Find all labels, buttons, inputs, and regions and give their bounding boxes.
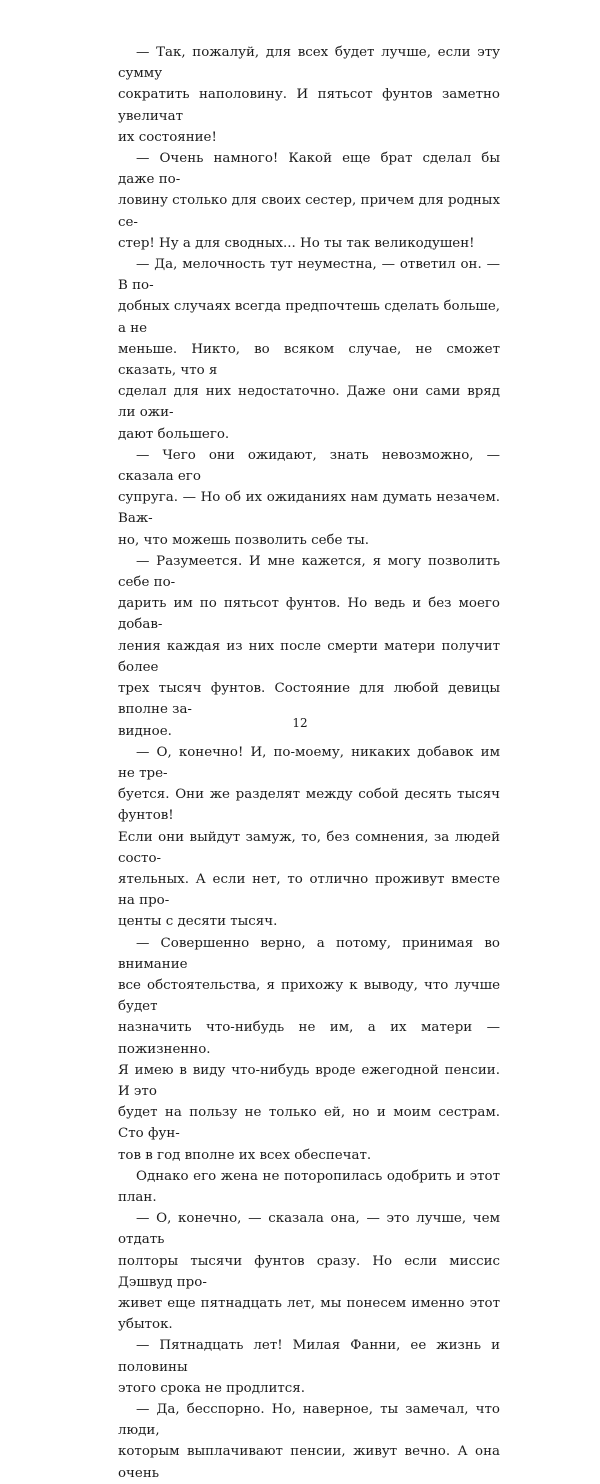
paragraph: — Совершенно верно, а потому, принимая во внимание все обстоятельства, я прихожу к выводу, что лучше будет назначить что-нибудь не им, а их матери — пожизненно. Я имею в виду что-нибудь вроде ежегодной пенсии. И это будет на пользу не только ей, но и моим сестрам. Сто фун- тов в год вполне их всех обеспечат. — [118, 935, 500, 1163]
paragraph: Однако его жена не поторопилась одобрить и этот план. — [118, 1168, 500, 1205]
paragraph: — Очень намного! Какой еще брат сделал бы даже по- ловину столько для своих сестер, причем для родных се- стер! Ну а для сводных... Но ты так великодушен! — [118, 151, 500, 251]
paragraph: — Чего они ожидают, знать невозможно, — сказала его супруга. — Но об их ожиданиях нам думать незачем. Важ- но, что можешь позволить себе ты. — [118, 447, 500, 548]
paragraph: — Так, пожалуй, для всех будет лучше, если эту сумму сократить наполовину. И пятьсот фунтов заметно увеличат их состояние! — [118, 45, 500, 145]
page-number: 12 — [292, 716, 308, 730]
paragraph: — О, конечно! И, по-моему, никаких добавок им не тре- буется. Они же разделят между собой десять тысяч фунтов! Если они выйдут замуж, то, без сомнения, за людей состо- ятельных. А если нет, то отлично проживут вместе на про- центы с десяти тысяч. — [118, 744, 500, 930]
paragraph: — Разумеется. И мне кажется, я могу позволить себе по- дарить им по пятьсот фунтов. Но ведь и без моего добав- ления каждая из них после смерти матери получит более трех тысяч фунтов. Состояние для любой девицы вполне за- видное. — [118, 553, 500, 739]
paragraph: — Пятнадцать лет! Милая Фанни, ее жизнь и половины этого срока не продлится. — [118, 1338, 500, 1396]
paragraph: — О, конечно, — сказала она, — это лучше, чем отдать полторы тысячи фунтов сразу. Но если миссис Дэшвуд про- живет еще пятнадцать лет, мы понесем именно этот убыток. — [118, 1211, 500, 1333]
paragraph: — Да, мелочность тут неуместна, — ответил он. — В по- добных случаях всегда предпочтешь сделать больше, а не меньше. Никто, во всяком случае, не сможет сказать, что я сделал для них недостаточно. Даже они сами вряд ли ожи- дают большего. — [118, 257, 500, 442]
paragraph: — Да, бесспорно. Но, наверное, ты замечал, что люди, которым выплачивают пенсии, живут вечно. А она очень — [118, 1402, 500, 1481]
page-text — [118, 42, 500, 1484]
